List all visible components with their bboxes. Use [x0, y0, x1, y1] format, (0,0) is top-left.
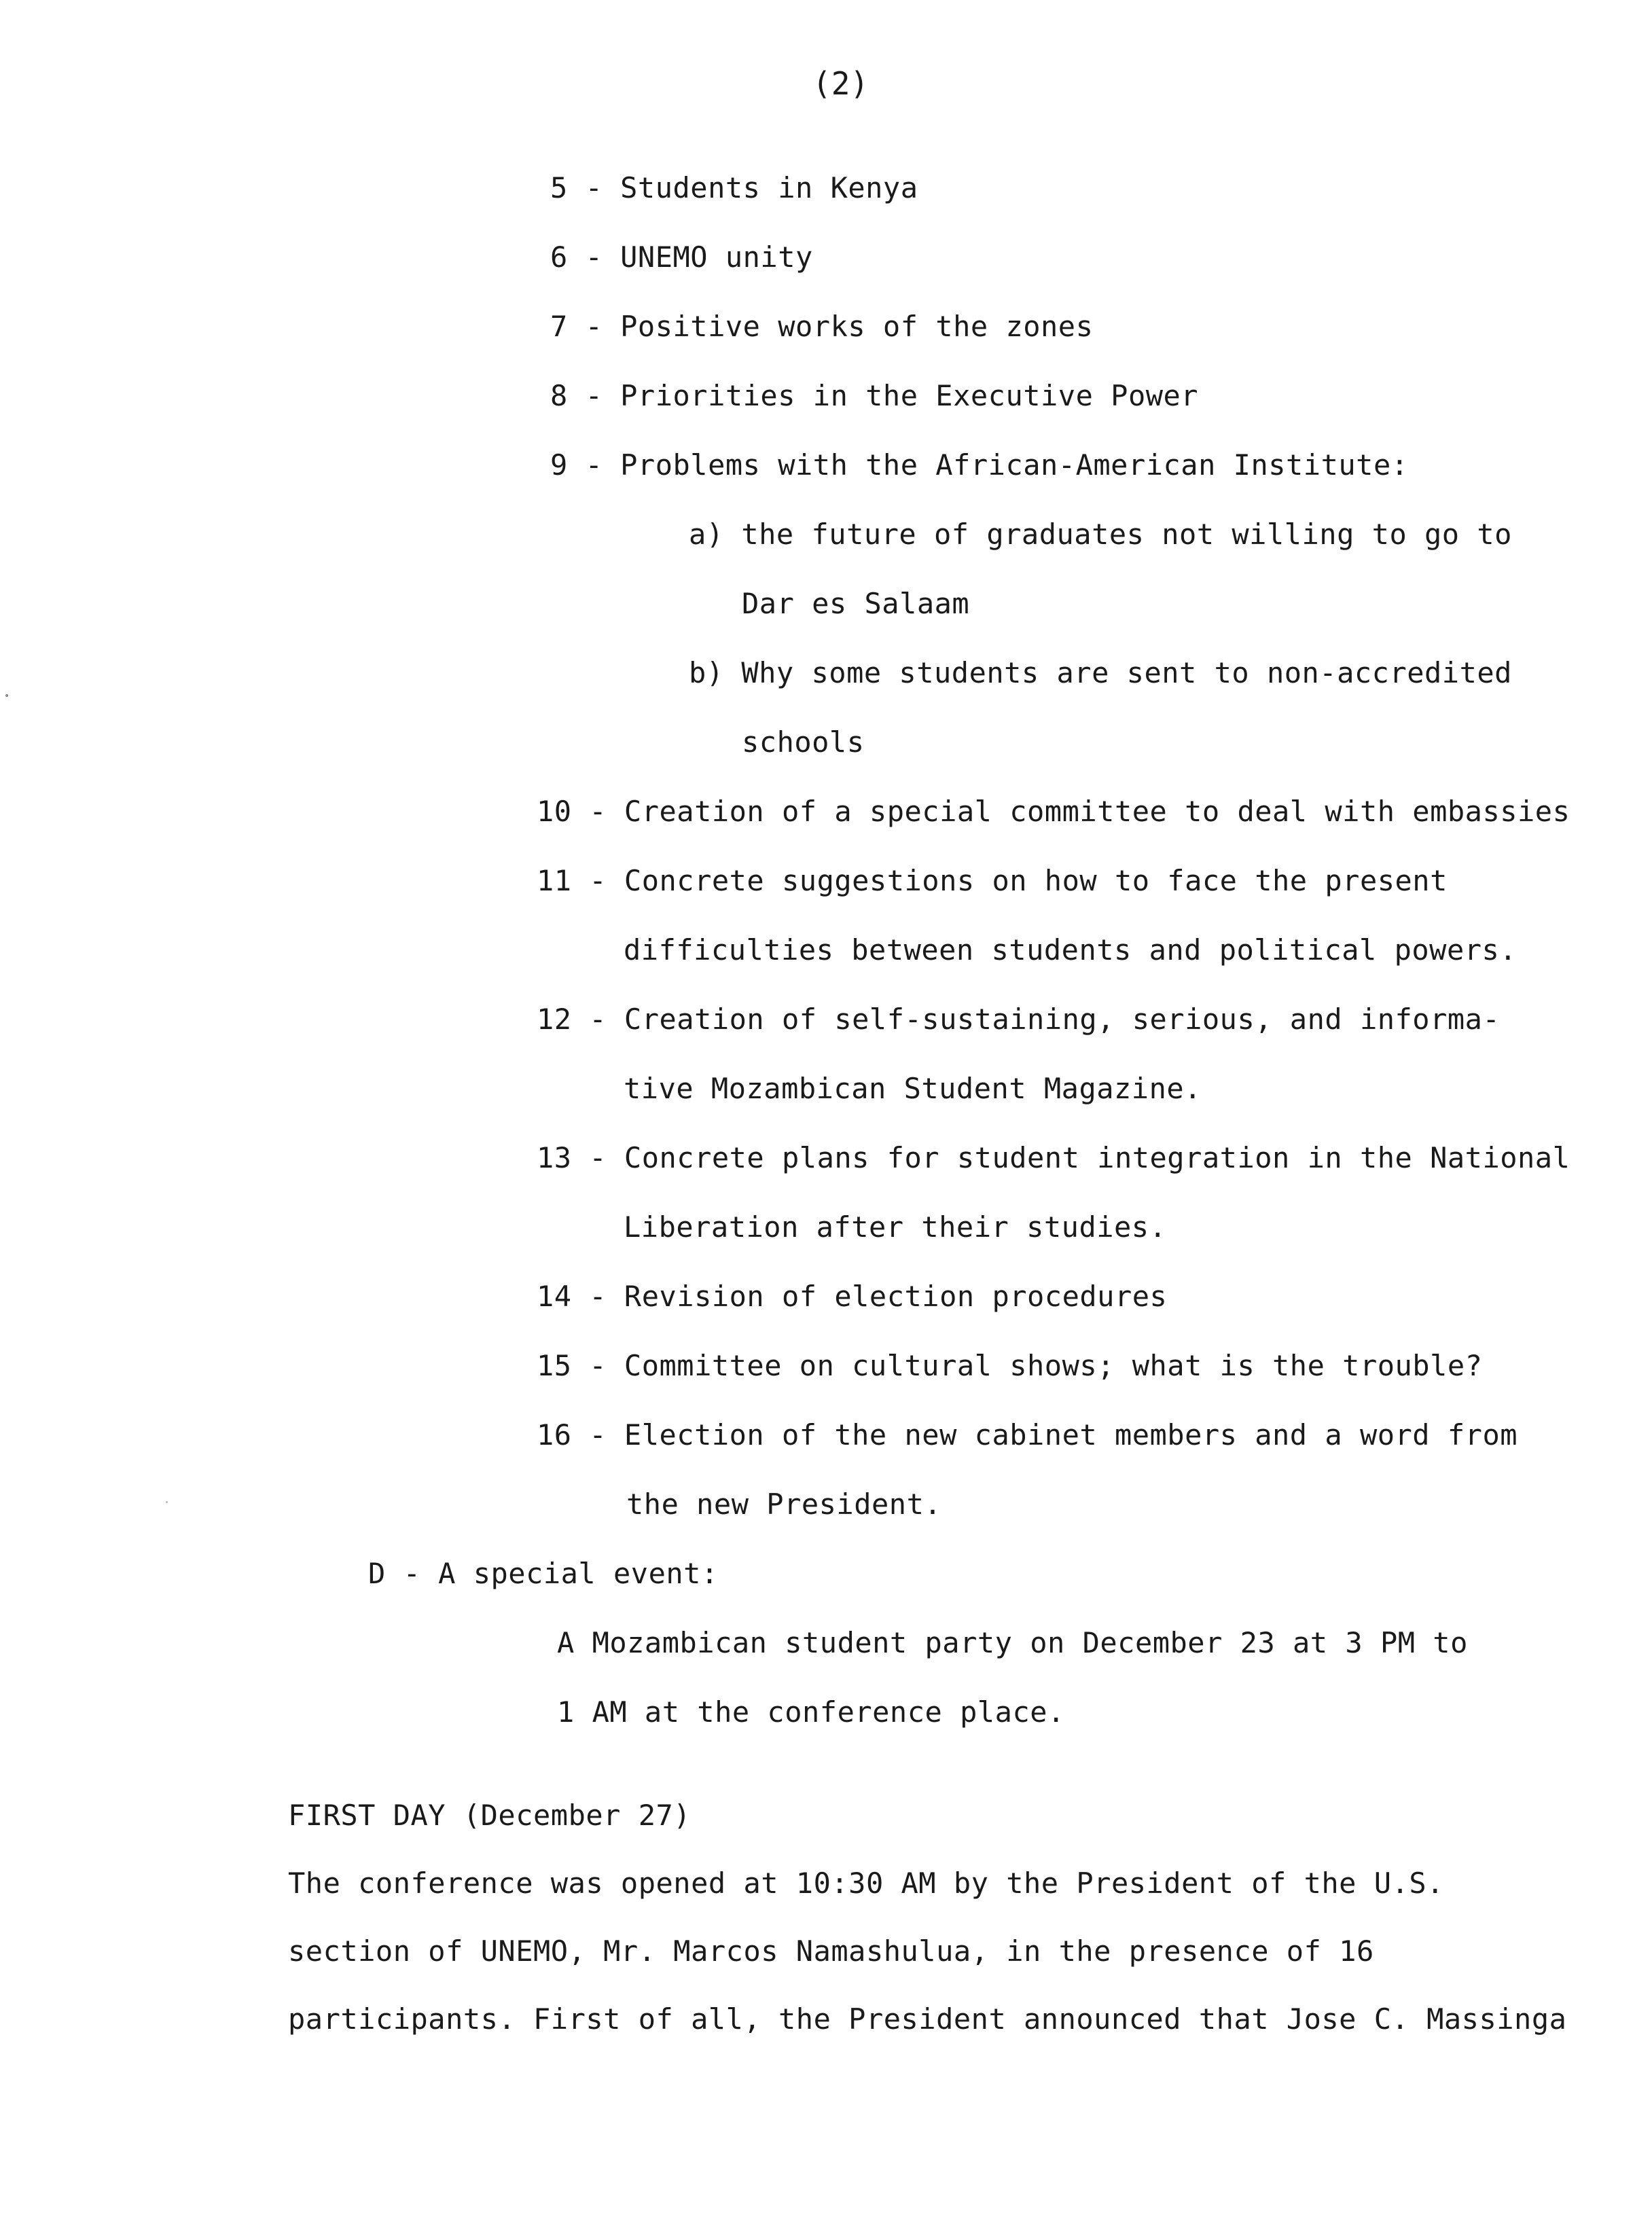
agenda-item-12: 12 - Creation of self-sustaining, serious, and informa-	[537, 1003, 1501, 1036]
agenda-item-5: 5 - Students in Kenya	[550, 171, 918, 204]
agenda-item-11: 11 - Concrete suggestions on how to face the present	[537, 864, 1448, 897]
agenda-item-15: 15 - Committee on cultural shows; what is the trouble?	[537, 1349, 1483, 1382]
agenda-subitem-a: a) the future of graduates not willing to go to	[689, 518, 1512, 551]
agenda-item-6: 6 - UNEMO unity	[550, 240, 813, 274]
agenda-subitem-b: b) Why some students are sent to non-accredited	[689, 656, 1512, 689]
page-number: (2)	[812, 65, 869, 102]
special-event-line: 1 AM at the conference place.	[557, 1695, 1065, 1729]
agenda-item-13: 13 - Concrete plans for student integration in the National	[537, 1141, 1570, 1174]
agenda-subitem-a-continuation: Dar es Salaam	[742, 587, 970, 620]
scan-speck	[5, 694, 8, 697]
special-event-line: A Mozambican student party on December 23 at 3 PM to	[557, 1626, 1468, 1659]
agenda-item-16: 16 - Election of the new cabinet members and a word from	[537, 1418, 1518, 1452]
agenda-item-10: 10 - Creation of a special committee to deal with embassies	[537, 795, 1570, 828]
agenda-item-9: 9 - Problems with the African-American Institute:	[550, 448, 1409, 482]
scan-speck	[166, 1501, 168, 1503]
paragraph-line: section of UNEMO, Mr. Marcos Namashulua, in the presence of 16	[288, 1934, 1374, 1968]
first-day-heading: FIRST DAY (December 27)	[288, 1799, 692, 1832]
agenda-item-14: 14 - Revision of election procedures	[537, 1280, 1168, 1313]
agenda-item-12-continuation: tive Mozambican Student Magazine.	[624, 1072, 1202, 1105]
agenda-item-13-continuation: Liberation after their studies.	[624, 1210, 1167, 1244]
agenda-item-8: 8 - Priorities in the Executive Power	[550, 379, 1199, 412]
paragraph-line: The conference was opened at 10:30 AM by the President of the U.S.	[288, 1867, 1444, 1900]
agenda-item-11-continuation: difficulties between students and political powers.	[624, 933, 1518, 967]
paragraph-line: participants. First of all, the President announced that Jose C. Massinga	[288, 2002, 1567, 2036]
agenda-item-16-continuation: the new President.	[626, 1488, 942, 1521]
agenda-subitem-b-continuation: schools	[742, 725, 865, 759]
agenda-item-7: 7 - Positive works of the zones	[550, 310, 1094, 343]
special-event-heading: D - A special event:	[368, 1557, 719, 1590]
